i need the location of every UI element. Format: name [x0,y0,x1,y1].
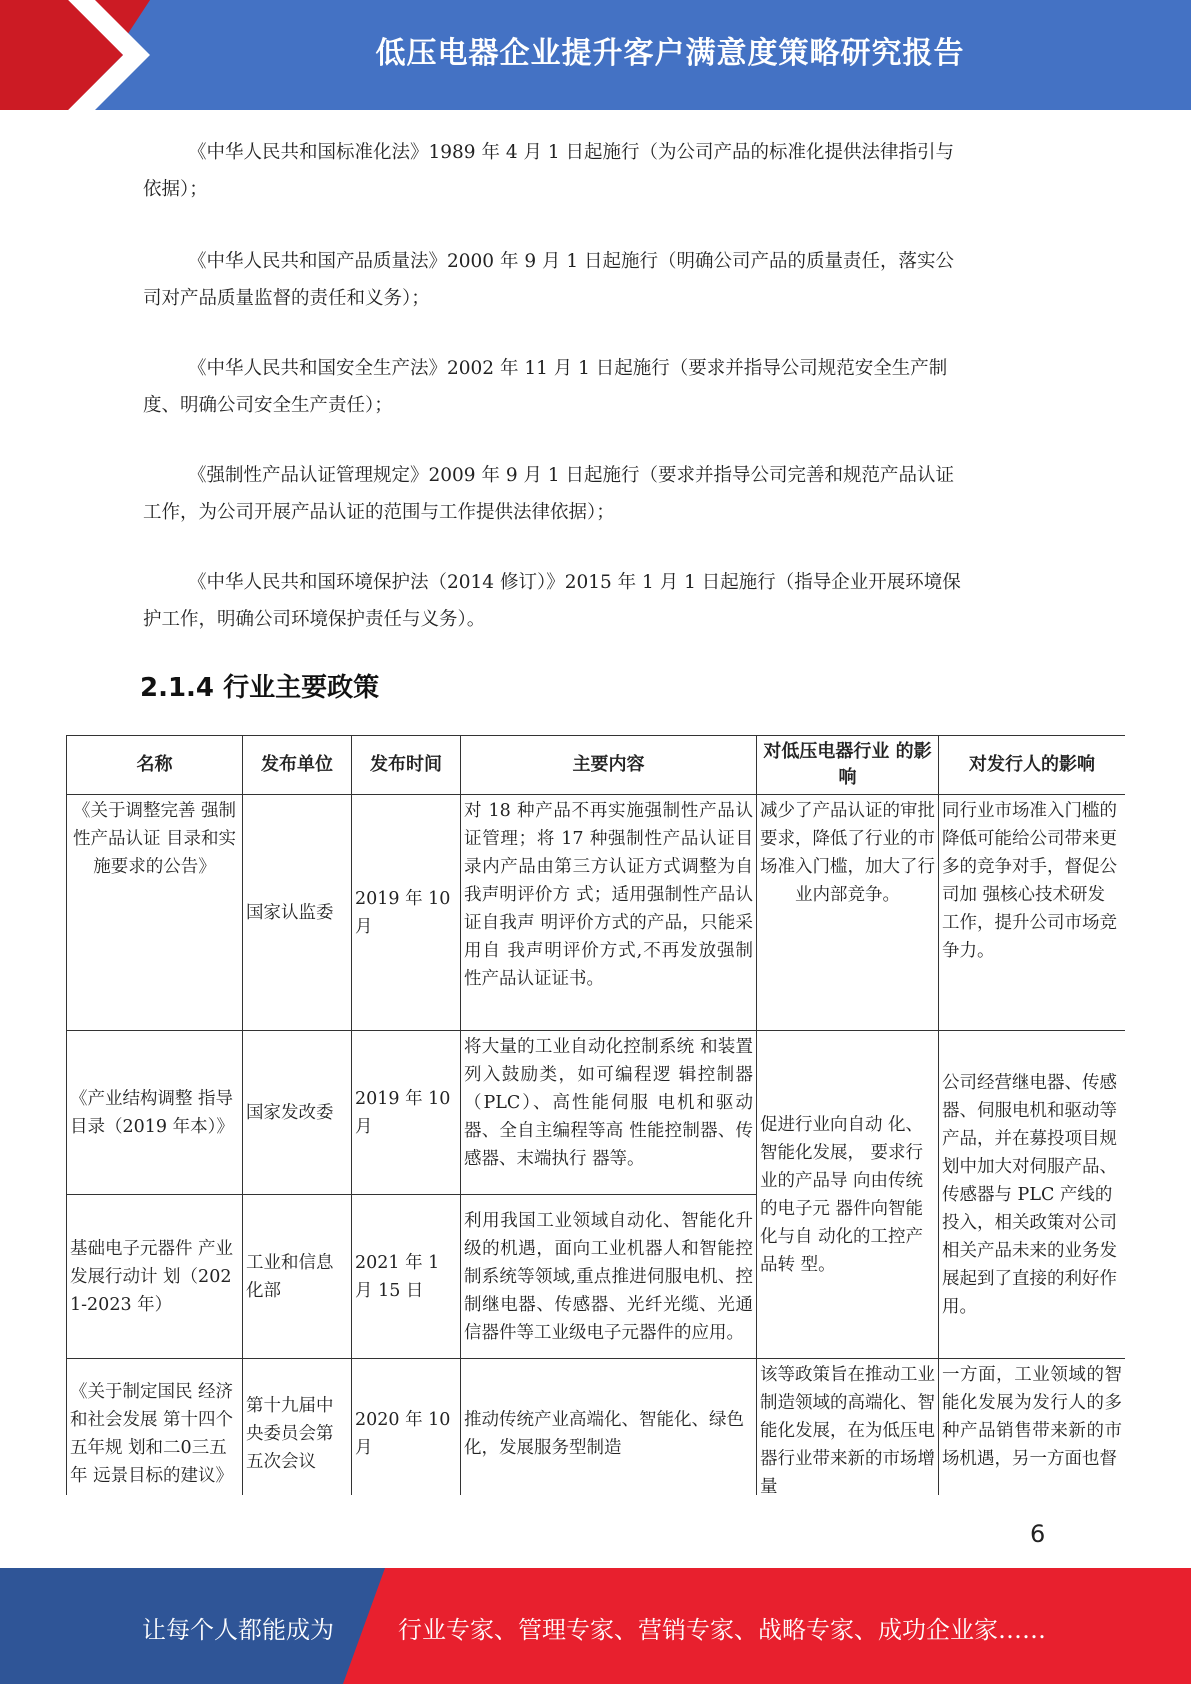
policy-table [66,735,1125,1495]
issuer-cell: 第十九届中央委员会第五次会议 [243,1359,352,1496]
page-number: 6 [1030,1520,1046,1548]
policy-table-container [66,735,1125,1495]
law-paragraph [143,350,1038,424]
law-paragraph-first-line: 《中华人民共和国安全生产法》2002 年 11 月 1 日起施行（要求并指导公司规范安全生产制 [188,358,948,379]
section-heading: 2.1.4 行业主要政策 [140,673,380,703]
law-paragraph-first-line: 《强制性产品认证管理规定》2009 年 9 月 1 日起施行（要求并指导公司完善和规范产品认证 [188,465,955,486]
footer-slogan-right: 行业专家、管理专家、营销专家、战略专家、成功企业家…… [398,1616,1046,1644]
issuer-impact-cell: 一方面，工业领域的智能化发展为发行人的多种产品销售带来新的市场机遇，另一方面也督 [939,1359,1126,1496]
law-paragraph-continuation: 度、明确公司安全生产责任）； [143,395,393,416]
issuer-cell: 国家认监委 [243,795,352,1031]
date-cell: 2021 年 1 月 15 日 [352,1195,461,1359]
column-header-name: 名称 [67,736,243,795]
table-row [67,1359,1126,1496]
date-cell: 2020 年 10 月 [352,1359,461,1496]
date-cell: 2019 年 10 月 [352,1031,461,1195]
report-title: 低压电器企业提升客户满意度策略研究报告 [375,36,965,71]
law-paragraph-continuation: 工作，为公司开展产品认证的范围与工作提供法律依据）； [143,502,615,523]
column-header-content: 主要内容 [461,736,757,795]
law-paragraph [143,457,1038,531]
issuer-impact-cell: 同行业市场准入门槛的降低可能给公司带来更多的竞争对手，督促公司加 强核心技术研发工作，提升公司市场竞争力。 [939,795,1126,1031]
law-paragraph-first-line: 《中华人民共和国产品质量法》2000 年 9 月 1 日起施行（明确公司产品的质量责任，落实公 [188,251,955,272]
footer-slogan-left: 让每个人都能成为 [142,1616,334,1644]
law-paragraph-first-line: 《中华人民共和国标准化法》1989 年 4 月 1 日起施行（为公司产品的标准化提供法律指引与 [188,142,955,163]
issuer-impact-cell: 公司经营继电器、传感器、伺服电机和驱动等产品，并在募投项目规划中加大对伺服产品、传感器与 PLC 产线的投入，相关政策对公司相关产品未来的业务发展起到了直接的利好作 用。 [939,1031,1126,1359]
date-cell: 2019 年 10 月 [352,795,461,1031]
column-header-issuer-impact: 对发行人的影响 [939,736,1126,795]
content-cell: 将大量的工业自动化控制系统 和装置列入鼓励类，如可编程逻 辑控制器（PLC）、高性能伺服 电机和驱动器、全自主编程等高 性能控制器、传感器、末端执行 器等。 [461,1031,757,1195]
policy-name-cell: 《关于制定国民 经济和社会发展 第十四个五年规 划和二0三五年 远景目标的建议》 [67,1359,243,1496]
column-header-date: 发布时间 [352,736,461,795]
table-row [67,1031,1126,1195]
page-footer-band [0,1568,1191,1684]
industry-impact-cell: 减少了产品认证的审批要求，降低了行业的市场准入门槛，加大了行业内部竞争。 [757,795,939,1031]
policy-name-cell: 《产业结构调整 指导目录（2019 年本）》 [67,1031,243,1195]
industry-impact-cell: 该等政策旨在推动工业制造领域的高端化、智能化发展，在为低压电器行业带来新的市场增量 [757,1359,939,1496]
policy-name-cell: 基础电子元器件 产业发展行动计 划（2021-2023 年） [67,1195,243,1359]
table-row [67,795,1126,1031]
page-header-band [0,0,1191,110]
table-header-row [67,736,1126,795]
issuer-cell: 工业和信息化部 [243,1195,352,1359]
law-paragraph-continuation: 依据）； [143,179,208,200]
column-header-issuer: 发布单位 [243,736,352,795]
law-paragraph [143,243,1038,317]
content-cell: 推动传统产业高端化、智能化、绿色化，发展服务型制造 [461,1359,757,1496]
content-cell: 利用我国工业领域自动化、智能化升级的机遇，面向工业机器人和智能控制系统等领域,重点推进伺服电机、控制继电器、传感器、光纤光缆、光通信器件等工业级电子元器件的应用。 [461,1195,757,1359]
policy-name-cell: 《关于调整完善 强制性产品认证 目录和实施要求的公告》 [67,795,243,1031]
issuer-cell: 国家发改委 [243,1031,352,1195]
law-paragraph-first-line: 《中华人民共和国环境保护法（2014 修订）》2015 年 1 月 1 日起施行（指导企业开展环境保 [188,572,961,593]
law-paragraph [143,564,1038,638]
content-cell: 对 18 种产品不再实施强制性产品认证管理；将 17 种强制性产品认证目录内产品由第三方认证方式调整为自我声明评价方 式；适用强制性产品认证自我声 明评价方式的产品，只能采用自 我声明评价方式,不再发放强制 性产品认证证书。 [461,795,757,1031]
law-paragraph-continuation: 司对产品质量监督的责任和义务）； [143,288,430,309]
law-paragraph [143,134,1038,208]
law-paragraph-continuation: 护工作，明确公司环境保护责任与义务）。 [143,609,486,630]
column-header-industry-impact: 对低压电器行业 的影响 [757,736,939,795]
industry-impact-cell: 促进行业向自动 化、智能化发展， 要求行业的产品导 向由传统的电子元 器件向智能化与自 动化的工控产品转 型。 [757,1031,939,1359]
